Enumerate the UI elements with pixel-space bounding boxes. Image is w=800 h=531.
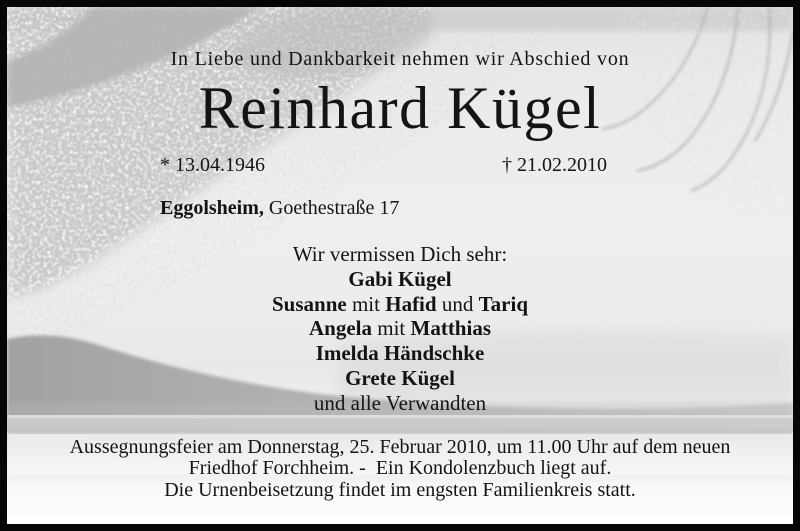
mourner-name: Tariq: [478, 291, 528, 316]
mourner-name: Susanne: [272, 291, 347, 316]
announcement-block: [7, 437, 793, 501]
relatives-line: und alle Verwandten: [313, 390, 487, 415]
mourner-name: Gabi Kügel: [348, 266, 452, 291]
mourner-line: [7, 267, 793, 292]
mourner-name: Angela: [308, 316, 372, 341]
life-dates-row: [7, 153, 793, 177]
mourners-block: [7, 242, 793, 416]
mourner-connector: und: [436, 291, 479, 316]
farewell-line: In Liebe und Dankbarkeit nehmen wir Abschied von: [170, 48, 630, 70]
announcement-line-2: Friedhof Forchheim. - Ein Kondolenzbuch liegt auf.: [188, 457, 612, 480]
mourner-line: [7, 316, 793, 341]
residence-street: Goethestraße 17: [263, 197, 400, 219]
announcement-line-1: Aussegnungsfeier am Donnerstag, 25. Februar 2010, um 11.00 Uhr auf dem neuen: [69, 436, 731, 458]
mourner-line: [7, 366, 793, 391]
announcement-line-3: Die Urnenbeisetzung findet im engsten Familienkreis statt.: [164, 478, 636, 501]
birth-date: * 13.04.1946: [160, 154, 265, 176]
mourner-name: Matthias: [410, 316, 491, 341]
mourner-line: [7, 391, 793, 416]
mourner-line: [7, 341, 793, 366]
death-date: † 21.02.2010: [502, 154, 607, 176]
mourner-line: [7, 292, 793, 317]
mourner-connector: mit: [371, 316, 411, 341]
mourner-name: Hafid: [385, 291, 437, 316]
mourner-name: Imelda Händschke: [315, 341, 485, 366]
deceased-name: Reinhard Kügel: [198, 75, 602, 141]
missing-line: Wir vermissen Dich sehr:: [292, 242, 508, 266]
mourner-name: Grete Kügel: [345, 365, 455, 390]
residence-city: Eggolsheim,: [160, 197, 264, 219]
residence-line: [160, 196, 399, 220]
mourner-connector: mit: [346, 291, 386, 316]
